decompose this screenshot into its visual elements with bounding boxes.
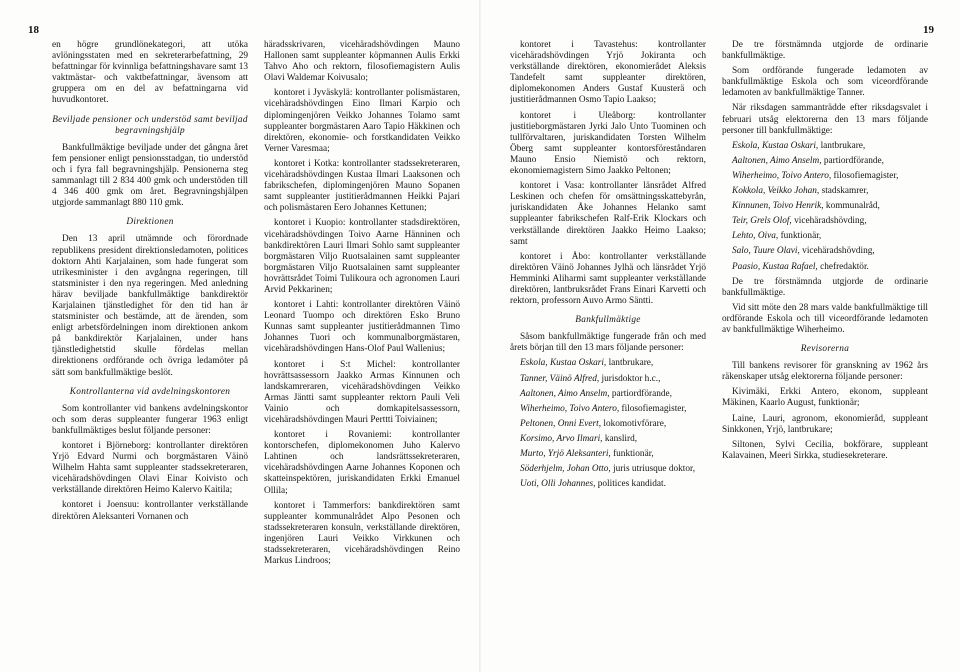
column-4 xyxy=(722,40,928,670)
paragraph: kontoret i Tammerfors: bankdirektören samt suppleanter kommunalrådet Alpo Pesonen och stadssekreteraren konsuln, verkställande direktören, ingenjören Lauri Veikko Virkkunen och stadssekreteraren, vicehäradshövdingen Reino Markus Lindroos; xyxy=(264,500,460,567)
member-role: filosofiemagister, xyxy=(833,170,899,181)
paragraph: När riksdagen sammanträdde efter riksdagsvalet i februari utsåg elektorerna den 13 mars följande personer till bankfullmäktige: xyxy=(722,103,928,136)
paragraph: häradsskrivaren, vicehäradshövdingen Mauno Hallonen samt suppleanter köpmannen Aulis Erkki Tahvo Aho och rektorn, filosofiemagistern Aulis Olavi Waldemar Koivusalo; xyxy=(264,40,460,84)
paragraph: kontoret i Vasa: kontrollanter länsrådet Alfred Leskinen och chefen för omsättningsskattebyrån, juriskandidaten Åke Johannes Helanko samt suppleanter fabrikschefen Ralf-Erik Klockars och verkställande direktören Jaakko Heimo Laakso; samt xyxy=(510,181,706,247)
member-entry xyxy=(510,389,706,400)
paragraph: Till bankens revisorer för granskning av 1962 års räkenskaper utsåg elektorerna följande personer: xyxy=(722,361,928,383)
member-entry xyxy=(510,479,706,490)
member-entry xyxy=(722,141,928,152)
member-role: lantbrukare, xyxy=(820,140,866,151)
member-name: Lehto, Oiva, xyxy=(732,231,779,242)
paragraph: kontoret i Uleåborg: kontrollanter justitieborgmästaren Jyrki Jalo Unto Tuominen och tullförvaltaren, juriskandidaten Torsten Wilhelm Öberg samt suppleanter kontorsföreståndaren Mauno Ensio Niemistö och rektorn, ekonomiemagistern Simo Jaakko Peltonen; xyxy=(510,110,706,177)
member-role: funktionär, xyxy=(780,231,822,242)
member-role: lokomotivförare, xyxy=(603,418,667,429)
member-name: Kokkola, Veikko Johan, xyxy=(732,186,820,197)
paragraph: Bankfullmäktige beviljade under det gångna året fem pensioner enligt pensionsstadgan, tio understöd och i fyra fall begravningshjälp. Pensionerna steg sammanlagt till 2 834 400 gmk och understöden till 4 346 400 gmk om året. Begravningshjälpen utgjorde sammanlagt 880 110 gmk. xyxy=(52,142,248,209)
member-name: Wiherheimo, Toivo Antero, xyxy=(520,403,620,414)
paragraph: Kivimäki, Erkki Antero, ekonom, suppleant Mäkinen, Kaarlo August, funktionär; xyxy=(722,387,928,409)
member-name: Peltonen, Onni Evert, xyxy=(520,418,602,429)
paragraph: De tre förstnämnda utgjorde de ordinarie bankfullmäktige. xyxy=(722,276,928,298)
member-name: Teir, Grels Olof, xyxy=(732,216,792,227)
member-name: Aaltonen, Aimo Anselm, xyxy=(732,155,822,166)
member-list xyxy=(510,358,706,490)
paragraph: Som kontrollanter vid bankens avdelningskontor och som deras suppleanter fungerar 1963 enligt bankfullmäktiges beslut följande personer: xyxy=(52,403,248,436)
section-heading: Revisorerna xyxy=(800,344,850,355)
paragraph: kontoret i Lahti: kontrollanter direktören Väinö Leonard Tuompo och direktören Esko Bruno Kunnas samt suppleanter justitierådmannen Timo Johannes Tuori och kommunalborgmästaren, vicehäradshövdingen Hans-Olof Paul Wallenius; xyxy=(264,300,460,355)
column-2 xyxy=(264,40,460,670)
member-entry xyxy=(510,434,706,445)
member-entry xyxy=(722,246,928,257)
column-1 xyxy=(52,40,248,670)
member-role: politices kandidat. xyxy=(597,479,666,490)
member-name: Eskola, Kustaa Oskari, xyxy=(520,358,607,369)
member-entry xyxy=(510,464,706,475)
paragraph: Som ordförande fungerade ledamoten av bankfullmäktige Eskola och som viceordförande ledamoten av bankfullmäktige Tanner. xyxy=(722,66,928,99)
member-role: stadskamrer, xyxy=(821,186,869,197)
page-number-right: 19 xyxy=(923,24,934,36)
paragraph: Siltonen, Sylvi Cecilia, bokförare, suppleant Kalavainen, Meeri Sirkka, studiesekreterare. xyxy=(722,439,928,461)
member-role: kommunalråd, xyxy=(825,201,880,212)
member-name: Paasio, Kustaa Rafael, xyxy=(732,261,818,272)
paragraph: kontoret i Tavastehus: kontrollanter vicehäradshövdingen Yrjö Jokiranta och verkställande direktören, ekonomierådet Aleksis Tandefelt samt suppleanter direktören, diplomekonomen Anders Gustaf Kuusterä och justitierådmannen Osmo Tapio Laakso; xyxy=(510,40,706,106)
member-name: Wiherheimo, Toivo Antero, xyxy=(732,170,832,181)
paragraph: kontoret i Björneborg: kontrollanter direktören Yrjö Edvard Nurmi och borgmästaren Väinö Wilhelm Hahta samt suppleanter stadssekreteraren, vicehäradshövdingen Olavi Einar Koivisto och verkställande direktören Heimo Kalervo Kaitila; xyxy=(52,441,248,496)
member-role: lantbrukare, xyxy=(608,358,654,369)
paragraph: kontoret i Rovaniemi: kontrollanter kontorschefen, diplomekonomen Juho Kalervo Lahtinen och landsrättssekreteraren, vicehäradshövdingen Aarne Johannes Koponen och skatteinspektören, juriskandidaten Erkki Emanuel Ollila; xyxy=(264,430,460,496)
paragraph: kontoret i S:t Michel: kontrollanter hovrättsassessorn Jaakko Armas Kinnunen och landskamreraren, vicehäradshövdingen Veikko Armas Jäntti samt suppleanter rektorn Pauli Veli Vainio och domkapitelsassessorn, vicehäradshövdingen Mauri Perttti Toiviainen; xyxy=(264,359,460,425)
paragraph: Såsom bankfullmäktige fungerade från och med årets början till den 13 mars följande personer: xyxy=(510,332,706,354)
member-name: Murto, Yrjö Aleksanteri, xyxy=(520,449,611,459)
member-name: Uoti, Olli Johannes, xyxy=(520,479,596,490)
paragraph: kontoret i Jyväskylä: kontrollanter polismästaren, vicehäradshövdingen Eino Ilmari Karpio och diplomingenjören Veikko Johannes Tolamo samt suppleanter borgmästaren Aaro Tapio Häkkinen och direktören, ekonomie- och forstkandidaten Veikko Verner Varesmaa; xyxy=(264,88,460,154)
member-role: partiordförande, xyxy=(823,155,885,166)
member-name: Eskola, Kustaa Oskari, xyxy=(732,140,819,151)
member-entry xyxy=(722,186,928,197)
section-heading: Kontrollanterna vid avdelningskontoren xyxy=(69,386,231,397)
member-entry xyxy=(722,201,928,212)
member-role: vicehäradshövding, xyxy=(802,246,875,257)
member-entry xyxy=(510,449,706,460)
member-entry xyxy=(510,419,706,430)
section-heading: Beviljade pensioner och understöd samt beviljad begravningshjälp xyxy=(52,114,248,136)
paragraph: Laine, Lauri, agronom, ekonomieråd, suppleant Sinkkonen, Yrjö, lantbrukare; xyxy=(722,413,928,435)
paragraph: kontoret i Joensuu: kontrollanter verkställande direktören Aleksanteri Vornanen och xyxy=(52,500,248,522)
member-name: Salo, Tuure Olavi, xyxy=(732,246,800,257)
paragraph: kontoret i Kuopio: kontrollanter stadsdirektören, vicehäradshövdingen Toivo Aarne Hänninen och bankdirektören Lauri Ilmari Sohlo samt suppleanter borgmästaren Viljo Ruotsalainen samt suppleanter borgmästaren Viljo Ruotsalainen samt suppleanter hovrättsrådet Toimi Tulikoura och agronomen Lauri Arvid Pekkarinen; xyxy=(264,218,460,295)
paragraph: kontoret i Kotka: kontrollanter stadssekreteraren, vicehäradshövdingen Kustaa Ilmari Laaksonen och fabrikschefen, diplomingenjören Mauno Sopanen samt suppleanter justitierådmannen Heikki Pajari och polismästaren Eero Johannes Kettunen; xyxy=(264,158,460,214)
member-role: funktionär, xyxy=(613,449,654,459)
member-entry xyxy=(510,404,706,415)
member-role: juris utriusque doktor, xyxy=(613,464,696,475)
member-name: Aaltonen, Aimo Anselm, xyxy=(520,388,610,399)
member-entry xyxy=(722,231,928,242)
column-3 xyxy=(510,40,706,670)
paragraph: De tre förstnämnda utgjorde de ordinarie bankfullmäktige. xyxy=(722,40,928,62)
book-spread xyxy=(0,40,960,672)
member-entry xyxy=(722,216,928,227)
member-role: partiordförande, xyxy=(611,388,673,399)
member-entry xyxy=(722,262,928,273)
member-role: chefredaktör. xyxy=(820,261,869,272)
paragraph: en högre grundlönekategori, att utöka avlöningsstaten med en sekreterarbefattning, 29 befattningar för kvinnliga befattningshavare samt 13 vaktmästar- och vaktbefattningar, ävensom att gruppera om en del av befattningarna vid huvudkontoret. xyxy=(52,40,248,106)
member-name: Söderhjelm, Johan Otto, xyxy=(520,464,611,475)
section-heading: Bankfullmäktige xyxy=(575,315,641,326)
section-heading: Direktionen xyxy=(126,217,174,228)
paragraph: kontoret i Åbo: kontrollanter verkställande direktören Väinö Johannes Jylhä och länsrådet Yrjö Hemminki Aliharmi samt suppleanter verkställande direktören, lantbruksrådet Frans Einari Karvetti och rektorn, professorn Auvo Armo Säntti. xyxy=(510,251,706,307)
member-name: Tanner, Väinö Alfred, xyxy=(520,373,600,384)
member-name: Korsimo, Arvo Ilmari, xyxy=(520,433,603,444)
member-entry xyxy=(722,171,928,182)
member-role: jurisdoktor h.c., xyxy=(601,373,661,384)
member-role: filosofiemagister, xyxy=(621,403,687,414)
paragraph: Den 13 april utnämnde och förordnade republikens president direktionsledamoten, politices doktorn Ahti Karjalainen, som hade fungerat som utrikesminister i den avgångna regeringen, till statsminister i den nya regeringen. Med anledning härav beviljade bankfullmäktige bankdirektör Karjalainen tjänstledighet för den tid han är statsminister och bestämde, att de ärenden, som enligt arbetsfördelningen inom direktionen ankom på bankdirektör Karjalainen, under hans tjänstledighetstid skulle fördelas mellan direktionens ordförande och övriga ledamöter på sätt som bankfullmäktige beslöt. xyxy=(52,234,248,378)
member-role: vicehäradshövding, xyxy=(794,216,867,227)
paragraph: Vid sitt möte den 28 mars valde bankfullmäktige till ordförande Eskola och till viceordförande ledamoten av bankfullmäktige Wiherheimo. xyxy=(722,302,928,335)
member-entry xyxy=(510,374,706,385)
member-list xyxy=(722,141,928,273)
page-number-left: 18 xyxy=(28,24,39,36)
member-entry xyxy=(510,358,706,369)
member-entry xyxy=(722,156,928,167)
member-role: kanslird, xyxy=(604,433,638,444)
member-name: Kinnunen, Toivo Henrik, xyxy=(732,201,824,212)
